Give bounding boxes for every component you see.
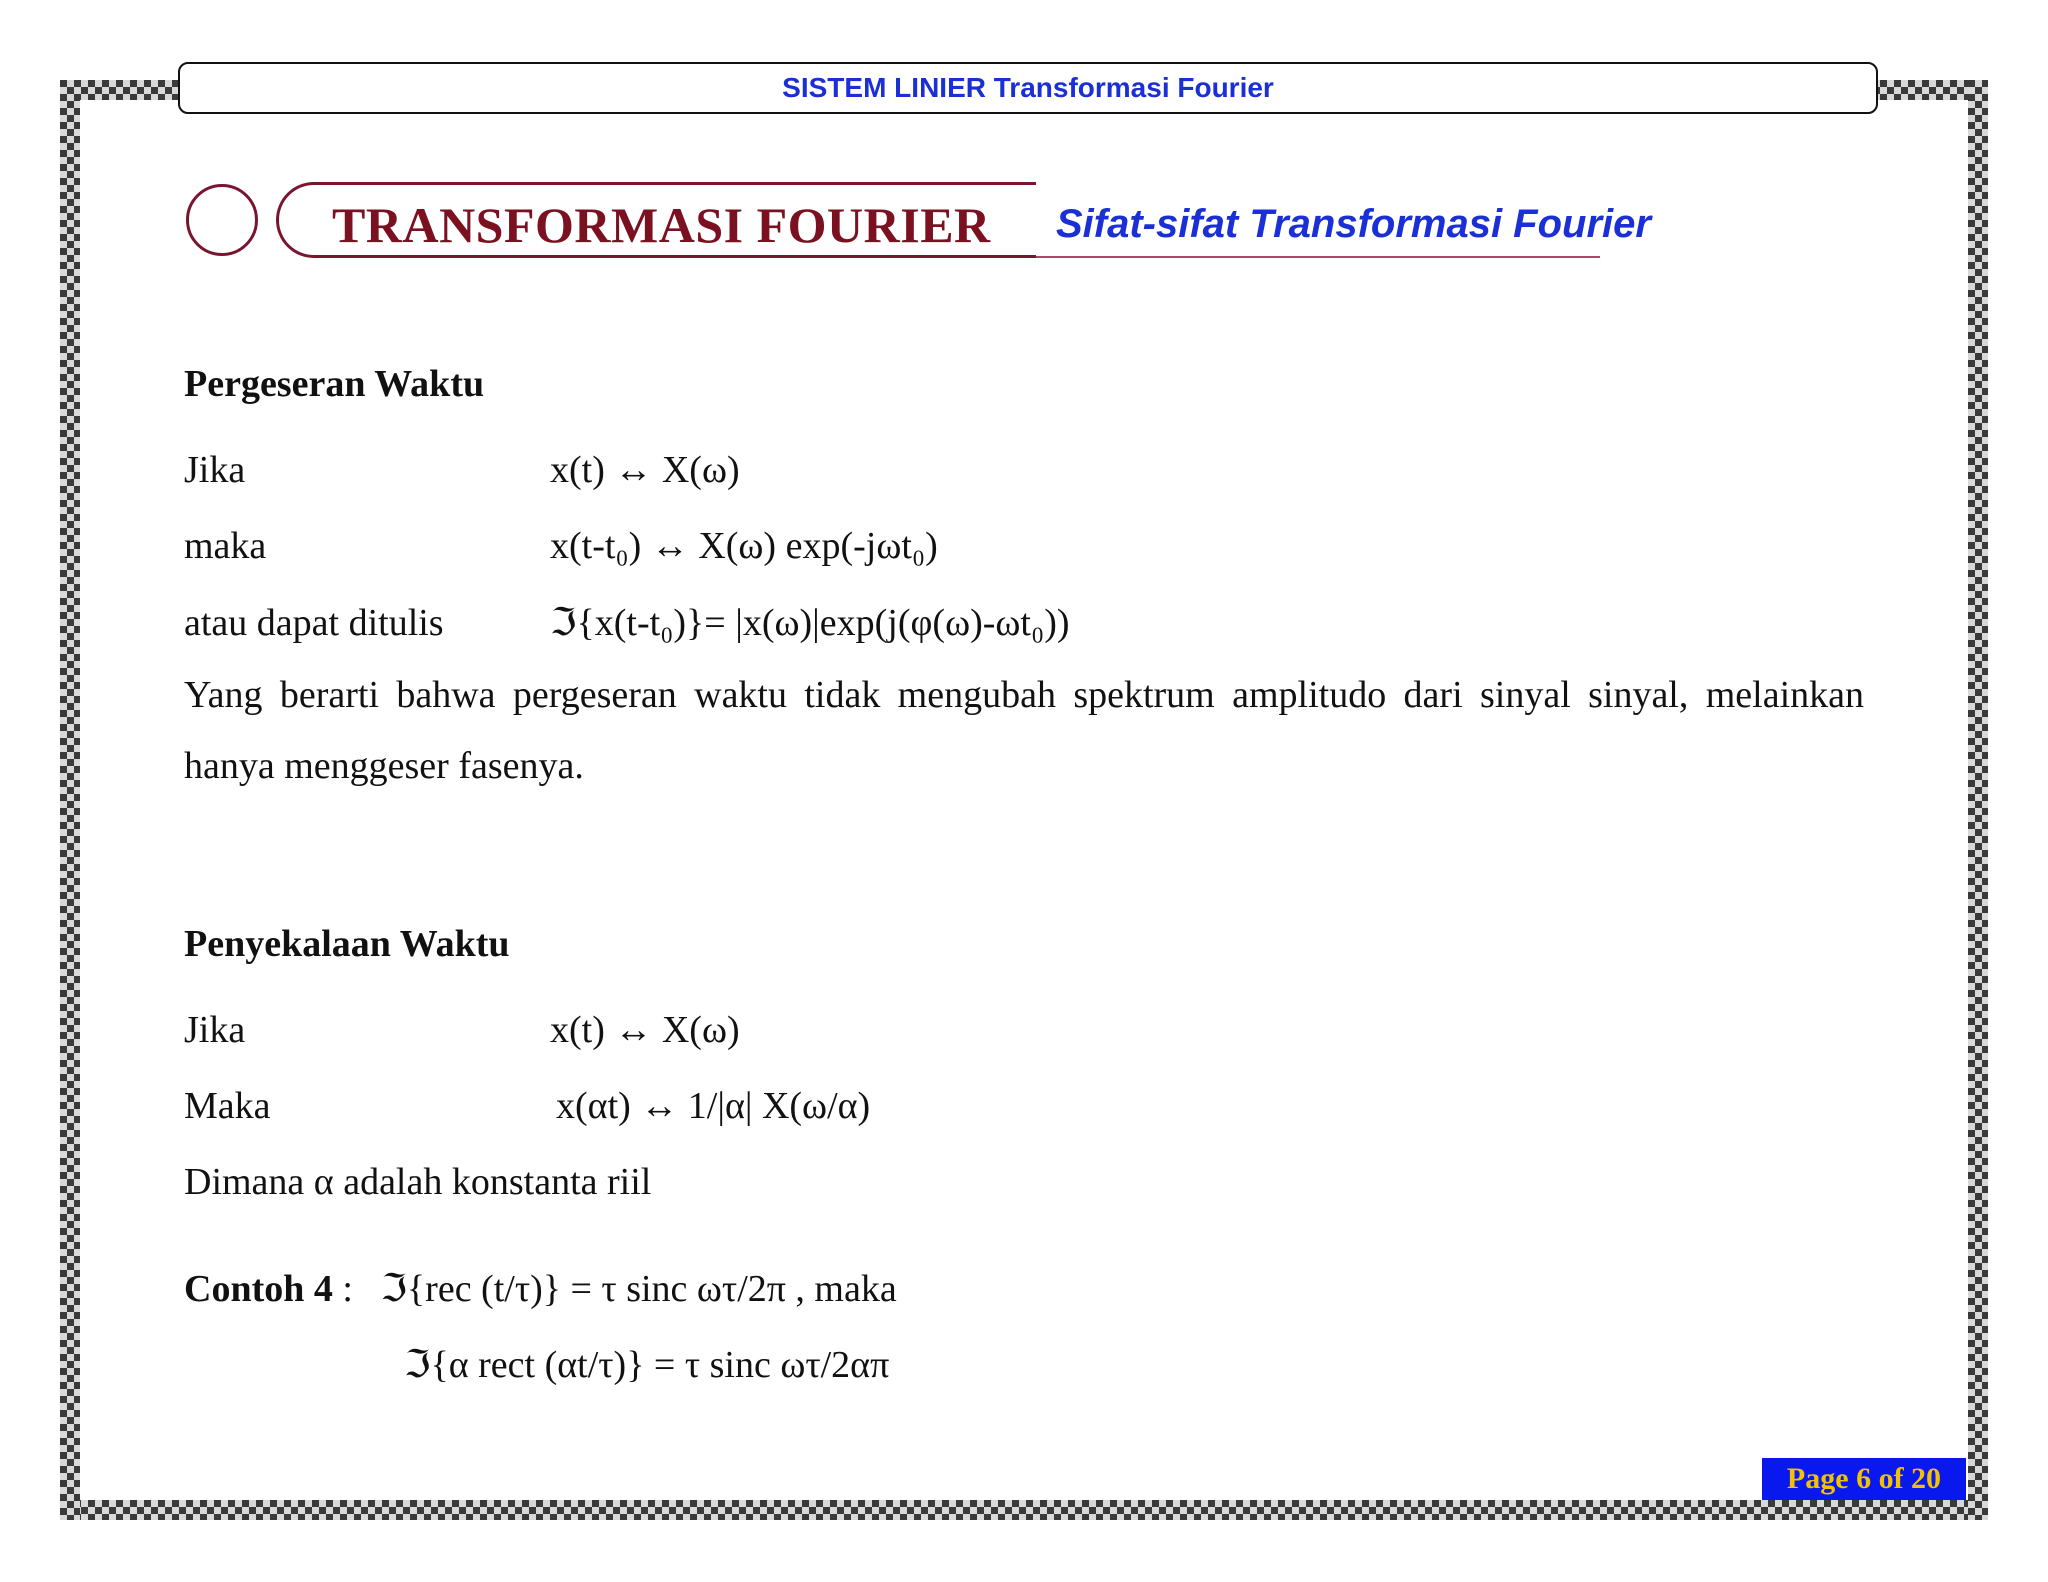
section-heading-time-shift: Pergeseran Waktu: [184, 363, 485, 405]
formula-label: Jika: [184, 449, 246, 491]
main-title: TRANSFORMASI FOURIER: [332, 197, 991, 253]
formula-row: [184, 524, 938, 568]
border-left: [60, 80, 80, 1520]
sub-title: Sifat-sifat Transformasi Fourier: [1056, 202, 1651, 246]
formula-label: maka: [184, 525, 267, 567]
formula-label: Jika: [184, 1009, 246, 1051]
formula-row: [184, 448, 740, 492]
example-line-1: [184, 1266, 897, 1311]
formula-label: Maka: [184, 1085, 271, 1127]
example-separator: :: [332, 1268, 363, 1310]
formula-row: [184, 1084, 870, 1128]
explanation-paragraph: Yang berarti bahwa pergeseran waktu tidak mengubah spektrum amplitudo dari sinyal sinyal, melainkan hanya menggeser fasenya.: [184, 674, 1864, 787]
section-heading-time-scaling: Penyekalaan Waktu: [184, 923, 510, 965]
formula: x(t) ↔ X(ω): [550, 1009, 740, 1051]
formula: x(t-t₀) ↔ X(ω) exp(-jωt₀): [550, 525, 938, 567]
page-number-badge: [1762, 1458, 1966, 1500]
example-line-2: [404, 1342, 889, 1387]
header-title: SISTEM LINIER Transformasi Fourier: [782, 72, 1274, 103]
formula: ℑ{x(t-t₀)}= |x(ω)|exp(j(φ(ω)-ωt₀)): [550, 602, 1070, 644]
example-formula-1: ℑ{rec (t/τ)} = τ sinc ωτ/2π , maka: [380, 1268, 897, 1310]
formula: x(αt) ↔ 1/|α| X(ω/α): [556, 1085, 871, 1127]
subtitle-underline: [1036, 256, 1600, 258]
border-right: [1968, 80, 1988, 1520]
title-circle-ornament: [186, 184, 258, 256]
example-formula-2: ℑ{α rect (αt/τ)} = τ sinc ωτ/2απ: [404, 1344, 890, 1386]
border-bottom: [60, 1500, 1988, 1520]
formula-row: [184, 600, 1070, 645]
formula-label: atau dapat ditulis: [184, 602, 444, 644]
formula: x(t) ↔ X(ω): [550, 449, 740, 491]
page-number: Page 6 of 20: [1786, 1462, 1942, 1495]
page-header: [178, 62, 1878, 114]
formula-row: [184, 1008, 740, 1052]
note-text: Dimana α adalah konstanta riil: [184, 1161, 652, 1203]
example-label: Contoh 4: [184, 1268, 333, 1310]
